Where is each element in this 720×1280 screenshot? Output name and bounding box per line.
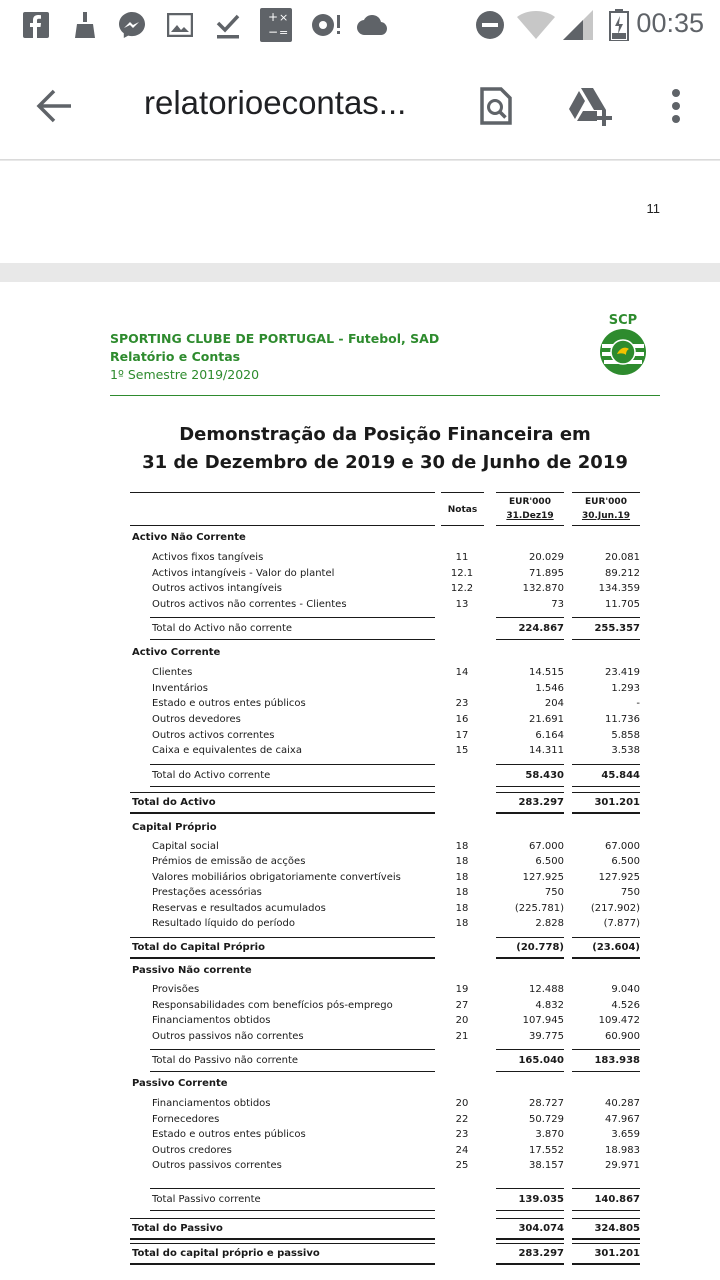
search-document-icon [479, 87, 513, 125]
back-button[interactable] [28, 80, 80, 132]
total-top-rule [496, 1188, 564, 1189]
row-value-30-jun-19: 3.659 [611, 1129, 640, 1140]
row-value-31-dez-19: 204 [544, 698, 564, 709]
row-label: Outros passivos não correntes [152, 1031, 304, 1042]
more-options-button[interactable] [650, 80, 702, 132]
total-row [0, 941, 720, 955]
row-note: 18 [455, 903, 469, 914]
row-value-31-dez-19: 67.000 [529, 841, 564, 852]
signal-icon [562, 10, 594, 40]
row-label: Clientes [152, 667, 193, 678]
table-row [0, 917, 720, 931]
row-value-30-jun-19: 140.867 [594, 1194, 640, 1205]
row-note: 27 [455, 1000, 469, 1011]
row-value-31-dez-19: 71.895 [529, 568, 564, 579]
section-heading-row [0, 821, 720, 835]
grand-total-top-rule [496, 792, 564, 793]
sporting-logo [596, 310, 650, 378]
calculator-icon [260, 10, 292, 40]
row-value-31-dez-19: 283.297 [518, 1248, 564, 1259]
total-bottom-rule [150, 1210, 435, 1211]
wifi-icon [516, 10, 556, 40]
row-value-31-dez-19: 39.775 [529, 1031, 564, 1042]
grand-total-bottom-rule [496, 957, 564, 959]
table-row [0, 902, 720, 916]
total-row [0, 622, 720, 636]
row-label: Capital social [152, 841, 219, 852]
row-value-31-dez-19: 127.925 [522, 872, 564, 883]
row-value-30-jun-19: (7.877) [603, 918, 640, 929]
row-note: 22 [455, 1114, 469, 1125]
row-value-31-dez-19: 283.297 [518, 797, 564, 808]
grand-total-bottom-rule [572, 812, 640, 814]
row-value-30-jun-19: 6.500 [611, 856, 640, 867]
table-row [0, 1113, 720, 1127]
row-value-31-dez-19: 107.945 [522, 1015, 564, 1026]
row-note: 23 [455, 698, 469, 709]
grand-total-bottom-rule [496, 812, 564, 814]
row-label: Outros passivos correntes [152, 1160, 282, 1171]
total-bottom-rule [496, 1210, 564, 1211]
row-label: Inventários [152, 683, 208, 694]
grand-total-top-rule [496, 1218, 564, 1219]
facebook-icon [22, 10, 50, 40]
header-bottom-rule-label [130, 525, 435, 526]
row-value-30-jun-19: 47.967 [605, 1114, 640, 1125]
row-note: 25 [455, 1160, 469, 1171]
total-bottom-rule [150, 639, 435, 640]
row-value-30-jun-19: 5.858 [611, 730, 640, 741]
header-divider [110, 395, 660, 396]
row-value-30-jun-19: 11.736 [605, 714, 640, 725]
row-note: 18 [455, 841, 469, 852]
row-value-30-jun-19: 4.526 [611, 1000, 640, 1011]
report-name: Relatório e Contas [110, 349, 241, 364]
row-value-31-dez-19: 165.040 [518, 1055, 564, 1066]
row-label: Total do Activo não corrente [152, 623, 293, 634]
header-bottom-rule-v2 [572, 525, 640, 526]
row-label: Activo Não Corrente [132, 532, 246, 543]
broom-icon [72, 10, 98, 40]
row-value-31-dez-19: 58.430 [525, 770, 564, 781]
table-row [0, 567, 720, 581]
status-bar [0, 0, 720, 50]
table-row [0, 999, 720, 1013]
document-page[interactable] [0, 282, 720, 1280]
dnd-icon [474, 10, 506, 40]
row-value-30-jun-19: 1.293 [611, 683, 640, 694]
row-value-31-dez-19: 21.691 [529, 714, 564, 725]
row-label: Outros activos não correntes - Clientes [152, 599, 347, 610]
svg-text:+: + [268, 10, 279, 24]
row-value-31-dez-19: (225.781) [514, 903, 564, 914]
table-row [0, 551, 720, 565]
table-row [0, 1097, 720, 1111]
cloud-icon [356, 10, 388, 40]
section-heading-row [0, 646, 720, 660]
grand-total-top-rule [130, 792, 435, 793]
row-label: Resultado líquido do período [152, 918, 295, 929]
row-value-30-jun-19: - [636, 698, 640, 709]
col-header-v1-unit: EUR'000 [509, 497, 551, 507]
total-top-rule [496, 764, 564, 765]
add-to-drive-button[interactable] [566, 80, 618, 132]
table-row [0, 666, 720, 680]
row-label: Total do Activo corrente [152, 770, 271, 781]
row-value-30-jun-19: 18.983 [605, 1145, 640, 1156]
total-top-rule [572, 617, 640, 618]
find-in-document-button[interactable] [470, 80, 522, 132]
row-value-31-dez-19: 17.552 [529, 1145, 564, 1156]
total-top-rule [150, 1049, 435, 1050]
row-value-30-jun-19: (23.604) [592, 942, 640, 953]
download-check-icon [214, 10, 242, 40]
row-value-30-jun-19: 40.287 [605, 1098, 640, 1109]
total-bottom-rule [496, 1071, 564, 1072]
table-row [0, 697, 720, 711]
total-top-rule [150, 764, 435, 765]
row-value-31-dez-19: 750 [544, 887, 564, 898]
row-label: Outros devedores [152, 714, 241, 725]
grand-total-top-rule [572, 937, 640, 938]
row-value-31-dez-19: 304.074 [518, 1223, 564, 1234]
image-icon [166, 10, 194, 40]
row-label: Total do Passivo [132, 1223, 223, 1234]
row-value-30-jun-19: 127.925 [598, 872, 640, 883]
row-note: 11 [455, 552, 469, 563]
row-value-31-dez-19: 14.311 [529, 745, 564, 756]
row-value-30-jun-19: 255.357 [594, 623, 640, 634]
row-value-30-jun-19: 750 [620, 887, 640, 898]
total-top-rule [496, 617, 564, 618]
total-row [0, 1054, 720, 1068]
row-value-31-dez-19: 224.867 [518, 623, 564, 634]
row-note: 21 [455, 1031, 469, 1042]
header-bottom-rule-notas [441, 525, 484, 526]
grand-total-bottom-rule [496, 1263, 564, 1265]
grand-total-top-rule [572, 1243, 640, 1244]
clock: 00:35 [636, 8, 704, 38]
row-label: Passivo Não corrente [132, 965, 252, 976]
total-bottom-rule [572, 1210, 640, 1211]
row-value-31-dez-19: 4.832 [535, 1000, 564, 1011]
row-value-31-dez-19: 1.546 [535, 683, 564, 694]
arrow-back-icon [36, 89, 72, 123]
row-note: 16 [455, 714, 469, 725]
row-value-31-dez-19: 20.029 [529, 552, 564, 563]
table-row [0, 744, 720, 758]
table-row [0, 713, 720, 727]
total-row [0, 1222, 720, 1236]
row-value-31-dez-19: 50.729 [529, 1114, 564, 1125]
row-value-30-jun-19: 3.538 [611, 745, 640, 756]
row-label: Passivo Corrente [132, 1078, 228, 1089]
total-top-rule [496, 1049, 564, 1050]
total-bottom-rule [150, 786, 435, 787]
total-bottom-rule [150, 1071, 435, 1072]
row-note: 18 [455, 918, 469, 929]
table-row [0, 855, 720, 869]
col-header-notas: Notas [447, 505, 478, 515]
section-heading-row [0, 1077, 720, 1091]
table-row [0, 1159, 720, 1173]
row-value-30-jun-19: 20.081 [605, 552, 640, 563]
row-label: Outros activos intangíveis [152, 583, 282, 594]
total-bottom-rule [572, 786, 640, 787]
svg-text:SCP: SCP [608, 313, 638, 328]
total-top-rule [572, 1049, 640, 1050]
row-label: Outros credores [152, 1145, 232, 1156]
total-top-rule [150, 1188, 435, 1189]
svg-text:=: = [279, 26, 289, 39]
total-row [0, 1193, 720, 1207]
row-value-31-dez-19: 38.157 [529, 1160, 564, 1171]
company-name: SPORTING CLUBE DE PORTUGAL - Futebol, SAD [110, 331, 440, 346]
section-heading-row [0, 964, 720, 978]
row-value-31-dez-19: 132.870 [522, 583, 564, 594]
document-title: relatorioecontas... [144, 84, 407, 121]
table-row [0, 871, 720, 885]
table-row [0, 983, 720, 997]
col-header-v1-date: 31.Dez19 [506, 511, 554, 521]
row-value-30-jun-19: 45.844 [601, 770, 640, 781]
total-bottom-rule [496, 639, 564, 640]
row-value-30-jun-19: 183.938 [594, 1055, 640, 1066]
row-value-30-jun-19: 89.212 [605, 568, 640, 579]
camera-icon [310, 10, 342, 40]
row-note: 17 [455, 730, 469, 741]
messenger-icon [116, 10, 148, 40]
row-label: Total do capital próprio e passivo [132, 1248, 320, 1259]
table-row [0, 886, 720, 900]
grand-total-top-rule [130, 1218, 435, 1219]
row-value-30-jun-19: 29.971 [605, 1160, 640, 1171]
grand-total-bottom-rule [130, 1263, 435, 1265]
grand-total-top-rule [130, 1243, 435, 1244]
statement-title-line1: Demonstração da Posição Financeira em [179, 424, 591, 445]
grand-total-bottom-rule [572, 1238, 640, 1240]
header-bottom-rule-v1 [496, 525, 564, 526]
header-rule-v1 [496, 492, 564, 493]
report-period: 1º Semestre 2019/2020 [110, 367, 260, 382]
previous-page[interactable] [0, 161, 720, 263]
row-label: Prestações acessórias [152, 887, 262, 898]
app-bar [0, 50, 720, 160]
total-row [0, 1247, 720, 1261]
table-row [0, 682, 720, 696]
row-note: 19 [455, 984, 469, 995]
col-header-v2-unit: EUR'000 [585, 497, 627, 507]
row-label: Valores mobiliários obrigatoriamente convertíveis [152, 872, 401, 883]
document-header [110, 330, 439, 384]
grand-total-top-rule [496, 937, 564, 938]
table-row [0, 1030, 720, 1044]
grand-total-bottom-rule [572, 957, 640, 959]
row-value-30-jun-19: 324.805 [594, 1223, 640, 1234]
grand-total-top-rule [572, 1218, 640, 1219]
total-row [0, 769, 720, 783]
table-row [0, 582, 720, 596]
row-label: Provisões [152, 984, 200, 995]
grand-total-bottom-rule [130, 957, 435, 959]
row-label: Caixa e equivalentes de caixa [152, 745, 302, 756]
row-value-30-jun-19: 60.900 [605, 1031, 640, 1042]
grand-total-top-rule [496, 1243, 564, 1244]
row-note: 18 [455, 887, 469, 898]
more-vert-icon [671, 89, 681, 123]
row-label: Total do Capital Próprio [132, 942, 265, 953]
row-value-31-dez-19: 3.870 [535, 1129, 564, 1140]
row-label: Estado e outros entes públicos [152, 698, 306, 709]
row-label: Estado e outros entes públicos [152, 1129, 306, 1140]
table-row [0, 1144, 720, 1158]
row-label: Capital Próprio [132, 822, 217, 833]
table-row [0, 598, 720, 612]
row-note: 20 [455, 1098, 469, 1109]
header-rule-notas [441, 492, 484, 493]
row-value-31-dez-19: 28.727 [529, 1098, 564, 1109]
table-row [0, 1014, 720, 1028]
row-value-30-jun-19: 109.472 [598, 1015, 640, 1026]
row-value-30-jun-19: 23.419 [605, 667, 640, 678]
statement-title-line2: 31 de Dezembro de 2019 e 30 de Junho de 2019 [142, 452, 628, 473]
header-rule-label [130, 492, 435, 493]
svg-text:×: × [279, 11, 289, 24]
row-note: 18 [455, 872, 469, 883]
row-label: Financiamentos obtidos [152, 1015, 271, 1026]
page-number: 11 [646, 201, 660, 216]
section-heading-row [0, 531, 720, 545]
row-value-30-jun-19: 67.000 [605, 841, 640, 852]
total-top-rule [572, 764, 640, 765]
row-note: 20 [455, 1015, 469, 1026]
row-label: Activos fixos tangíveis [152, 552, 264, 563]
grand-total-top-rule [572, 792, 640, 793]
row-label: Financiamentos obtidos [152, 1098, 271, 1109]
total-top-rule [572, 1188, 640, 1189]
row-label: Total Passivo corrente [152, 1194, 261, 1205]
battery-icon [608, 10, 630, 40]
total-bottom-rule [572, 639, 640, 640]
row-value-30-jun-19: 134.359 [598, 583, 640, 594]
total-top-rule [150, 617, 435, 618]
row-note: 15 [455, 745, 469, 756]
drive-add-icon [568, 86, 616, 126]
row-note: 12.1 [450, 568, 474, 579]
row-note: 14 [455, 667, 469, 678]
row-label: Reservas e resultados acumulados [152, 903, 326, 914]
grand-total-bottom-rule [572, 1263, 640, 1265]
row-note: 24 [455, 1145, 469, 1156]
grand-total-bottom-rule [130, 1238, 435, 1240]
row-value-30-jun-19: 301.201 [594, 797, 640, 808]
row-value-31-dez-19: 12.488 [529, 984, 564, 995]
col-header-v2-date: 30.Jun.19 [581, 511, 631, 521]
row-value-31-dez-19: 73 [551, 599, 564, 610]
total-bottom-rule [572, 1071, 640, 1072]
row-value-30-jun-19: 301.201 [594, 1248, 640, 1259]
row-value-31-dez-19: (20.778) [516, 942, 564, 953]
row-label: Total do Passivo não corrente [152, 1055, 299, 1066]
table-row [0, 1128, 720, 1142]
row-label: Outros activos correntes [152, 730, 275, 741]
row-label: Total do Activo [132, 797, 216, 808]
table-row [0, 729, 720, 743]
row-note: 23 [455, 1129, 469, 1140]
row-label: Activo Corrente [132, 647, 221, 658]
row-label: Prémios de emissão de acções [152, 856, 306, 867]
grand-total-top-rule [130, 937, 435, 938]
table-row [0, 840, 720, 854]
row-note: 13 [455, 599, 469, 610]
row-value-30-jun-19: 11.705 [605, 599, 640, 610]
row-value-30-jun-19: 9.040 [611, 984, 640, 995]
row-label: Activos intangíveis - Valor do plantel [152, 568, 335, 579]
row-value-30-jun-19: (217.902) [590, 903, 640, 914]
row-note: 18 [455, 856, 469, 867]
row-value-31-dez-19: 2.828 [535, 918, 564, 929]
row-value-31-dez-19: 6.500 [535, 856, 564, 867]
row-note: 12.2 [450, 583, 474, 594]
total-bottom-rule [496, 786, 564, 787]
grand-total-bottom-rule [496, 1238, 564, 1240]
row-value-31-dez-19: 6.164 [535, 730, 564, 741]
grand-total-bottom-rule [130, 812, 435, 814]
total-row [0, 796, 720, 810]
row-value-31-dez-19: 14.515 [529, 667, 564, 678]
row-label: Fornecedores [152, 1114, 220, 1125]
header-rule-v2 [572, 492, 640, 493]
row-value-31-dez-19: 139.035 [518, 1194, 564, 1205]
svg-text:−: − [268, 25, 279, 39]
row-label: Responsabilidades com benefícios pós-emprego [152, 1000, 393, 1011]
